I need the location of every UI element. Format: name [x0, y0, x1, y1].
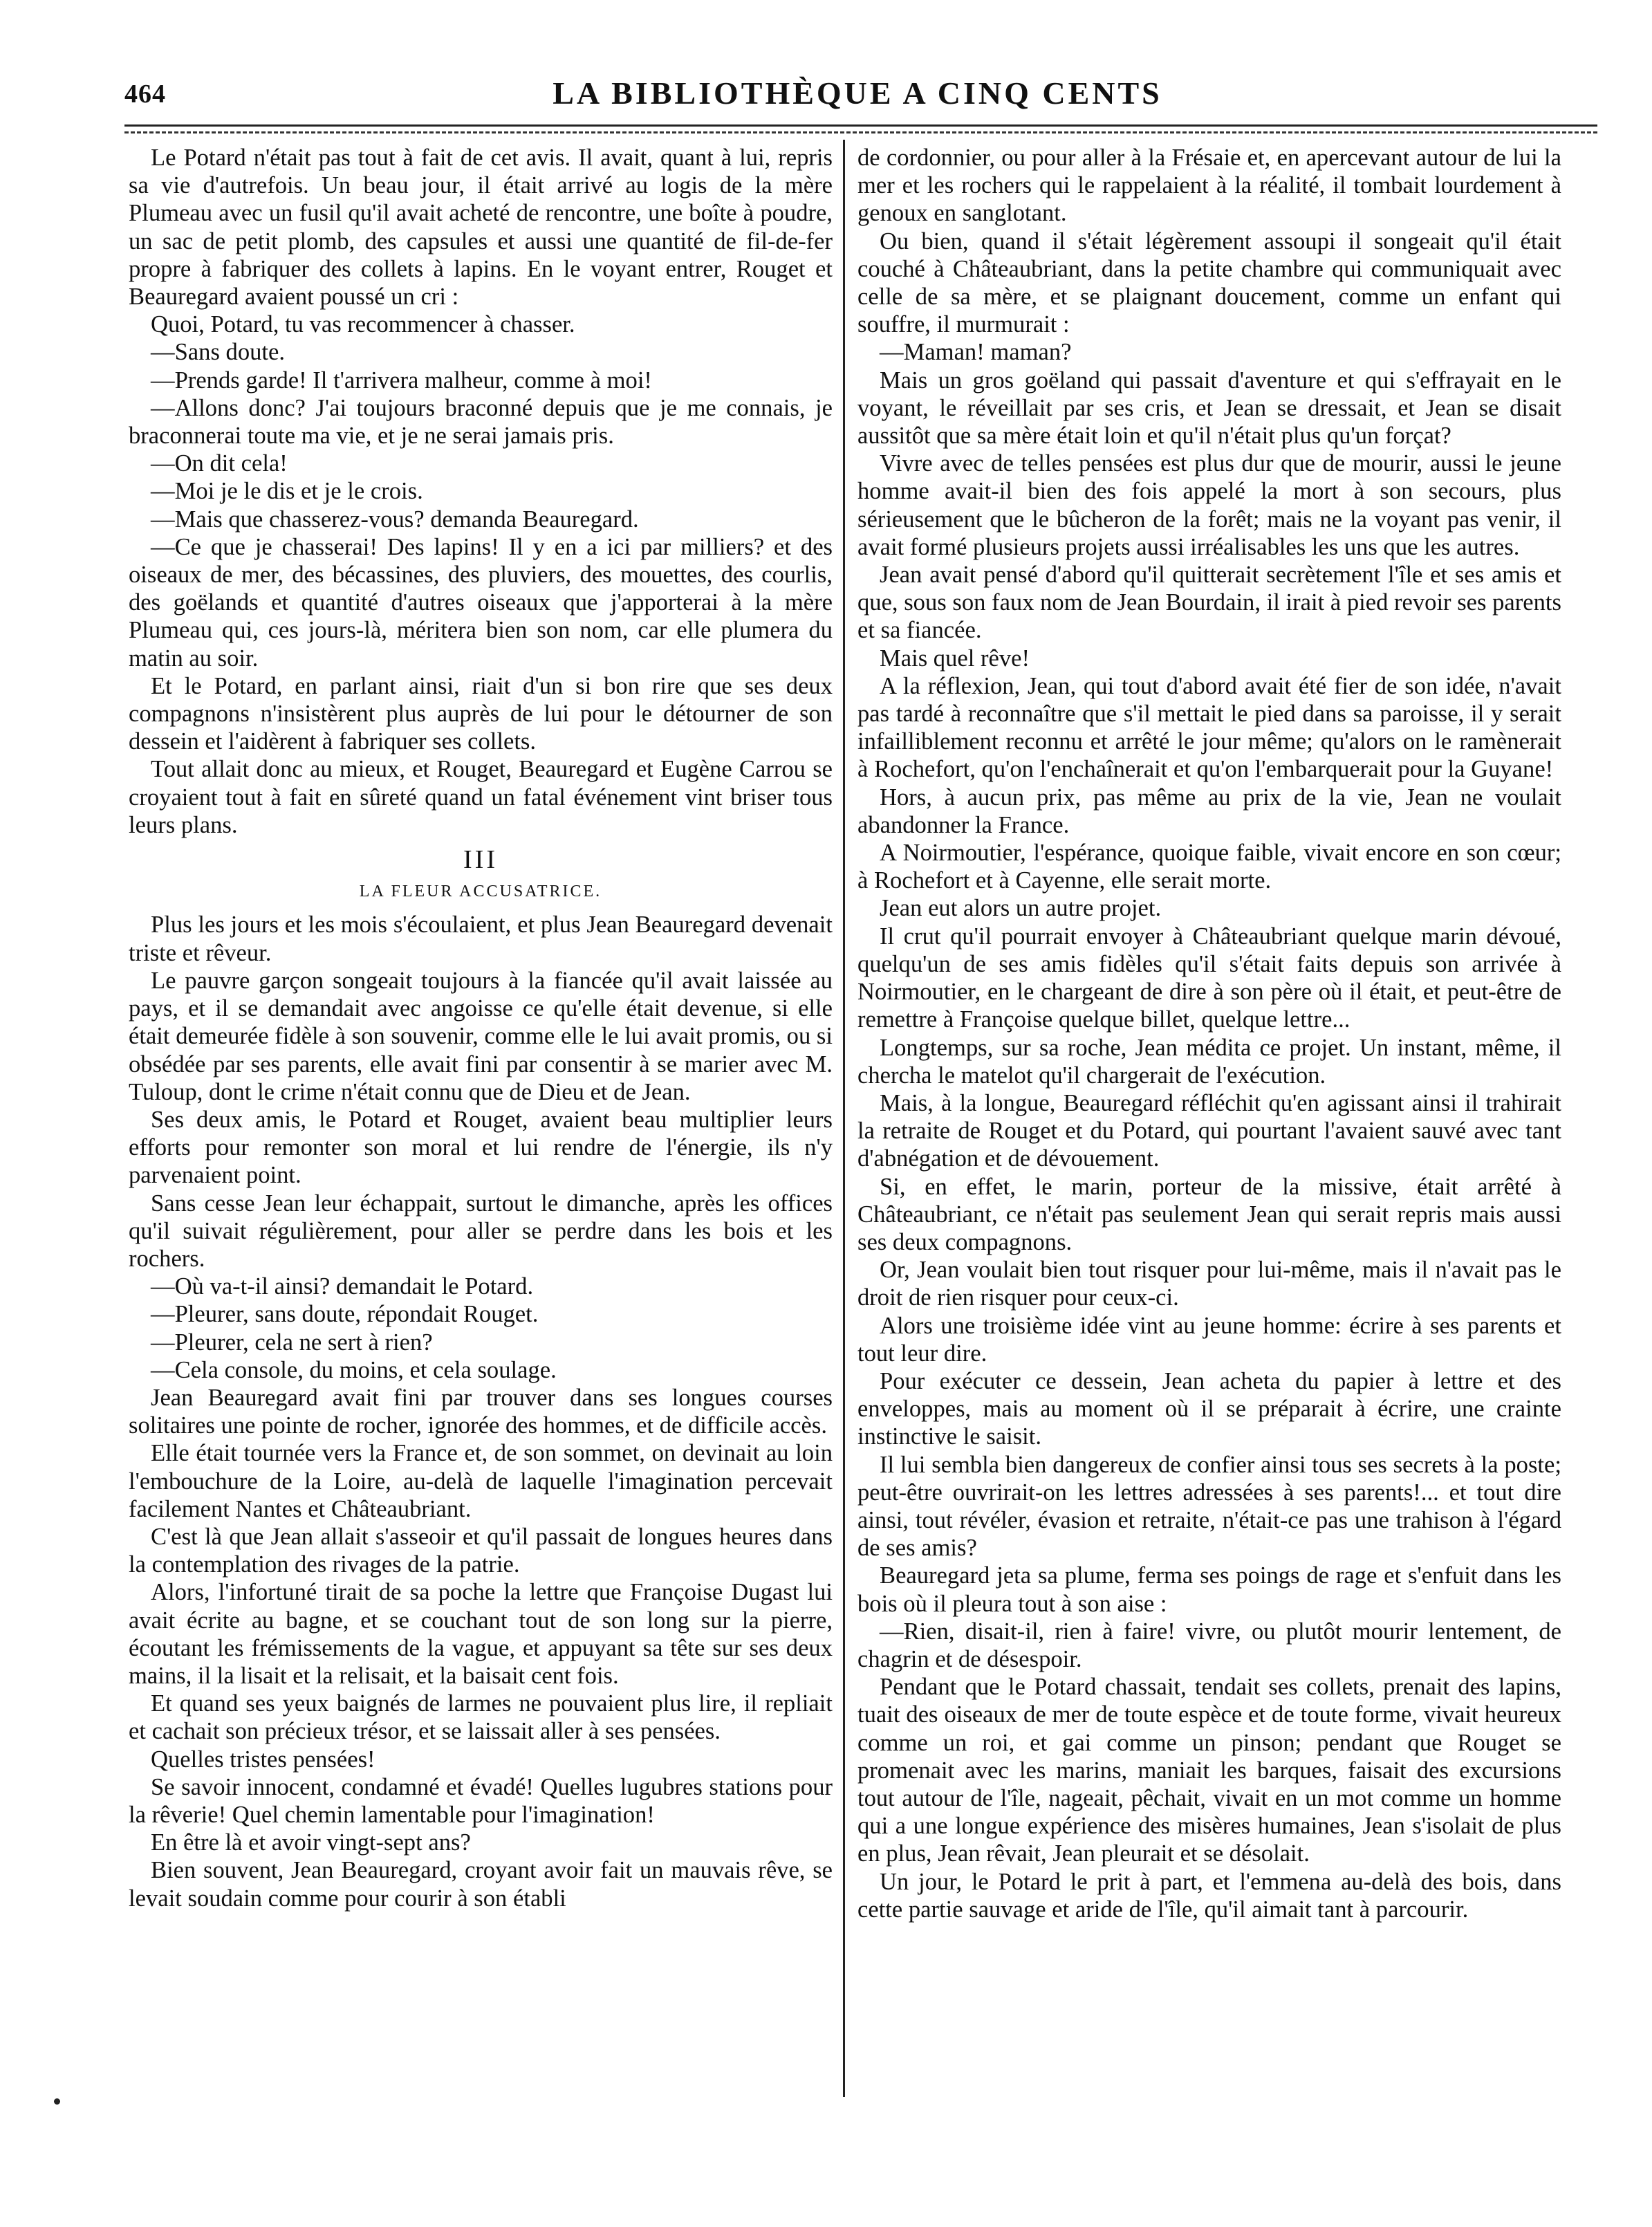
- paragraph: —Allons donc? J'ai toujours braconné depuis que je me connais, je braconnerai toute ma vie, et je ne serai jamais pris.: [129, 394, 833, 450]
- paragraph: Bien souvent, Jean Beauregard, croyant avoir fait un mauvais rêve, se levait soudain comme pour courir à son établi: [129, 1857, 833, 1912]
- paragraph: Tout allait donc au mieux, et Rouget, Beauregard et Eugène Carrou se croyaient tout à fait en sûreté quand un fatal événement vint briser tous leurs plans.: [129, 756, 833, 838]
- paragraph: Alors, l'infortuné tirait de sa poche la lettre que Françoise Dugast lui avait écrite au bagne, et se couchant tout de son long sur la pierre, écoutant les frémissements de la vague, et appuyant sa tête sur ses deux mains, il la lisait et la relisait, et la baisait cent fois.: [129, 1579, 833, 1689]
- running-title: LA BIBLIOTHÈQUE A CINQ CENTS: [553, 75, 1162, 111]
- paragraph: —Cela console, du moins, et cela soulage.: [151, 1356, 557, 1383]
- paragraph: Sans cesse Jean leur échappait, surtout le dimanche, après les offices qu'il suivait régulièrement, pour aller se perdre dans les bois et les rochers.: [129, 1190, 833, 1272]
- paragraph: Plus les jours et les mois s'écoulaient, et plus Jean Beauregard devenait triste et rêveur.: [129, 912, 833, 966]
- right-paragraphs: [857, 144, 1561, 1923]
- paragraph: Le pauvre garçon songeait toujours à la fiancée qu'il avait laissée au pays, et il se demandait avec angoisse ce qu'elle était devenue, si elle était demeurée fidèle à son souvenir, comme elle le lui avait promis, ou si obsédée par ses parents, elle avait fini par consentir à se marier avec M. Tuloup, dont le crime n'était connu que de Dieu et de Jean.: [129, 967, 833, 1105]
- paragraph: Mais quel rêve!: [880, 645, 1030, 672]
- paragraph: A la réflexion, Jean, qui tout d'abord avait été fier de son idée, n'avait pas tardé à reconnaître que s'il mettait le pied dans sa paroisse, il y serait infailliblement reconnu et arrêté le jour même; qu'alors on le ramènerait à Rochefort, qu'on l'enchaînerait et qu'on l'embarquerait pour la Guyane!: [857, 672, 1561, 783]
- paragraph: —Moi je le dis et je le crois.: [151, 478, 423, 505]
- paragraph: —Rien, disait-il, rien à faire! vivre, ou plutôt mourir lentement, de chagrin et de désespoir.: [857, 1618, 1561, 1672]
- paragraph: —On dit cela!: [151, 450, 288, 477]
- header-rule: [124, 124, 1597, 127]
- column-separator: [843, 140, 845, 2097]
- paragraph: Quoi, Potard, tu vas recommencer à chasser.: [151, 311, 575, 338]
- paragraph: —Pleurer, sans doute, répondait Rouget.: [151, 1301, 539, 1328]
- paragraph: Quelles tristes pensées!: [151, 1746, 375, 1773]
- paragraph: Jean Beauregard avait fini par trouver dans ses longues courses solitaires une pointe de rocher, ignorée des hommes, et de difficile accès.: [129, 1384, 833, 1439]
- left-paragraphs: [129, 144, 833, 839]
- paragraph: Si, en effet, le marin, porteur de la missive, était arrêté à Châteaubriant, ce n'était pas seulement Jean qui serait repris mais aussi ses deux compagnons.: [857, 1173, 1561, 1255]
- header-dashed-rule: [124, 131, 1597, 133]
- paragraph: En être là et avoir vingt-sept ans?: [151, 1829, 471, 1856]
- paragraph: —Sans doute.: [151, 339, 286, 366]
- paragraph: C'est là que Jean allait s'asseoir et qu'il passait de longues heures dans la contemplation des rivages de la patrie.: [129, 1523, 833, 1578]
- paragraph: Jean eut alors un autre projet.: [880, 895, 1162, 922]
- left-column: [129, 144, 833, 1912]
- paragraph: Hors, à aucun prix, pas même au prix de la vie, Jean ne voulait abandonner la France.: [857, 784, 1561, 838]
- paragraph: Vivre avec de telles pensées est plus dur que de mourir, aussi le jeune homme avait-il bien des fois appelé la mort à son secours, plus sérieusement que le bûcheron de la forêt; mais ne la voyant pas venir, il avait formé plusieurs projets aussi irréalisables les uns que les autres.: [857, 450, 1561, 560]
- right-column: [857, 144, 1561, 1923]
- paragraph: Elle était tournée vers la France et, de son sommet, on devinait au loin l'embouchure de la Loire, au-delà de laquelle l'imagination percevait facilement Nantes et Châteaubriant.: [129, 1440, 833, 1522]
- chapter-title: LA FLEUR ACCUSATRICE.: [359, 883, 602, 901]
- paragraph: de cordonnier, ou pour aller à la Frésaie et, en apercevant autour de lui la mer et les rochers qui le rappelaient à la réalité, il tombait lourdement à genoux en sanglotant.: [857, 145, 1561, 227]
- paragraph: Longtemps, sur sa roche, Jean médita ce projet. Un instant, même, il chercha le matelot qu'il chargerait de l'exécution.: [857, 1034, 1561, 1089]
- paragraph: Se savoir innocent, condamné et évadé! Quelles lugubres stations pour la rêverie! Quel chemin lamentable pour l'imagination!: [129, 1773, 833, 1828]
- paragraph: Or, Jean voulait bien tout risquer pour lui-même, mais il n'avait pas le droit de rien risquer pour ceux-ci.: [857, 1257, 1561, 1311]
- paragraph: Pendant que le Potard chassait, tendait ses collets, prenait des lapins, tuait des oiseaux de mer de toute espèce et de toute forme, vivait heureux comme un roi, et gai comme un pinson; pendant que Rouget se promenait avec les marins, maniait les barques, faisait des excursions tout autour de l'île, nageait, pêchait, vivait en un mot comme un homme qui a une longue expérience des misères humaines, Jean s'isolait de plus en plus, Jean rêvait, Jean pleurait et se désolait.: [857, 1674, 1561, 1867]
- paragraph: Et quand ses yeux baignés de larmes ne pouvaient plus lire, il repliait et cachait son précieux trésor, et se laissait aller à ses pensées.: [129, 1690, 833, 1745]
- paragraph: —Où va-t-il ainsi? demandait le Potard.: [151, 1273, 534, 1300]
- paragraph: Ou bien, quand il s'était légèrement assoupi il songeait qu'il était couché à Châteaubriant, dans la petite chambre qui communiquait avec celle de sa mère, et se plaignant doucement, comme un enfant qui souffre, il murmurait :: [857, 228, 1561, 338]
- paragraph: Il crut qu'il pourrait envoyer à Châteaubriant quelque marin dévoué, quelqu'un de ses amis fidèles qu'il s'était faits depuis son arrivée à Noirmoutier, en le chargeant de dire à son père où il était, et peut-être de remettre à Françoise quelque billet, quelque lettre...: [857, 923, 1561, 1033]
- paragraph: A Noirmoutier, l'espérance, quoique faible, vivait encore en son cœur; à Rochefort et à Cayenne, elle serait morte.: [857, 840, 1561, 894]
- paragraph: Ses deux amis, le Potard et Rouget, avaient beau multiplier leurs efforts pour remonter son moral et lui rendre de l'énergie, ils n'y parvenaient point.: [129, 1106, 833, 1189]
- paragraph: Un jour, le Potard le prit à part, et l'emmena au-delà des bois, dans cette partie sauvage et aride de l'île, qu'il aimait tant à parcourir.: [857, 1868, 1561, 1923]
- paragraph: Pour exécuter ce dessein, Jean acheta du papier à lettre et des enveloppes, mais au moment où il se préparait à écrire, une crainte instinctive le saisit.: [857, 1367, 1561, 1450]
- chapter-number: III: [463, 845, 498, 875]
- left-paragraphs-after: [129, 911, 833, 1912]
- paragraph: —Maman! maman?: [880, 339, 1072, 366]
- paragraph: —Pleurer, cela ne sert à rien?: [151, 1329, 433, 1356]
- paragraph: Alors une troisième idée vint au jeune homme: écrire à ses parents et tout leur dire.: [857, 1312, 1561, 1367]
- paragraph: Jean avait pensé d'abord qu'il quitterait secrètement l'île et ses amis et que, sous son faux nom de Jean Bourdain, il irait à pied revoir ses parents et sa fiancée.: [857, 562, 1561, 644]
- margin-dot: [54, 2098, 60, 2105]
- page-header: [124, 72, 1590, 122]
- paragraph: Et le Potard, en parlant ainsi, riait d'un si bon rire que ses deux compagnons n'insistèrent plus auprès de lui pour le détourner de son dessein et l'aidèrent à fabriquer ses collets.: [129, 672, 833, 755]
- paragraph: —Mais que chasserez-vous? demanda Beauregard.: [151, 506, 639, 533]
- page-number: 464: [124, 80, 166, 109]
- paragraph: Beauregard jeta sa plume, ferma ses poings de rage et s'enfuit dans les bois où il pleura tout à son aise :: [857, 1562, 1561, 1617]
- paragraph: —Ce que je chasserai! Des lapins! Il y en a ici par milliers? et des oiseaux de mer, des bécassines, des pluviers, des mouettes, des courlis, des goëlands et quantité d'autres oiseaux que j'apporterai à la mère Plumeau qui, ces jours-là, méritera bien son nom, car elle plumera du matin au soir.: [129, 533, 833, 672]
- paragraph: Le Potard n'était pas tout à fait de cet avis. Il avait, quant à lui, repris sa vie d'autrefois. Un beau jour, il était arrivé au logis de la mère Plumeau avec un fusil qu'il avait acheté de rencontre, une boîte à poudre, un sac de petit plomb, des capsules et aussi une quantité de fil-de-fer propre à fabriquer des collets à lapins. En le voyant entrer, Rouget et Beauregard avaient poussé un cri :: [129, 145, 833, 311]
- paragraph: Mais un gros goëland qui passait d'aventure et qui s'effrayait en le voyant, le réveillait par ses cris, et Jean se dressait, et Jean se disait aussitôt que sa mère était loin et qu'il n'était plus qu'un forçat?: [857, 367, 1561, 450]
- paragraph: Mais, à la longue, Beauregard réfléchit qu'en agissant ainsi il trahirait la retraite de Rouget et du Potard, qui pourtant l'avaient sauvé avec tant d'abnégation et de dévouement.: [857, 1089, 1561, 1172]
- paragraph: —Prends garde! Il t'arrivera malheur, comme à moi!: [151, 367, 652, 394]
- paragraph: Il lui sembla bien dangereux de confier ainsi tous ses secrets à la poste; peut-être ouvrirait-on les lettres adressées à ses parents!... et tout dire ainsi, tout révéler, évasion et retraite, n'était-ce pas une trahison à l'égard de ses amis?: [857, 1451, 1561, 1562]
